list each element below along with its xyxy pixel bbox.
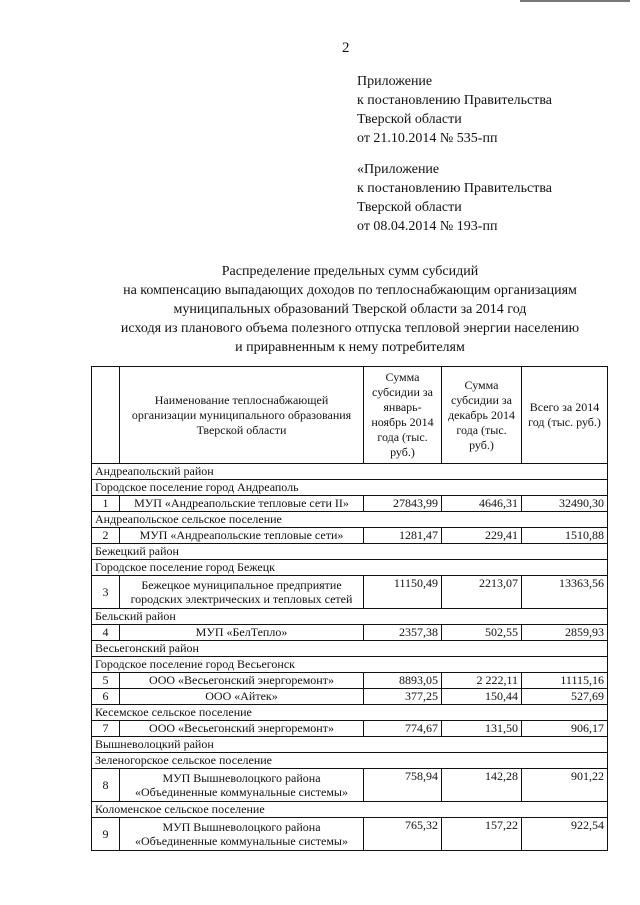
- organization-name: МУП Вышневолоцкого района «Объединенные коммунальные системы»: [120, 769, 364, 802]
- table-row: [92, 496, 608, 512]
- table-row: [92, 528, 608, 544]
- december-amount: 131,50: [442, 721, 522, 737]
- december-amount: 150,44: [442, 689, 522, 705]
- organization-name: ООО «Весьегонский энергоремонт»: [120, 721, 364, 737]
- appendix-line: к постановлению Правительства: [357, 181, 553, 196]
- table-row: [92, 818, 608, 851]
- organization-name: ООО «Весьегонский энергоремонт»: [120, 673, 364, 689]
- total-amount: 2859,93: [522, 625, 608, 641]
- table-section-row: [92, 657, 608, 673]
- table-row: [92, 576, 608, 609]
- header-organization: Наименование теплоснабжающей организации муниципального образования Тверской области: [120, 367, 364, 464]
- section-heading: Вышневолоцкий район: [92, 737, 608, 753]
- table-row: [92, 721, 608, 737]
- table-body: [92, 464, 608, 851]
- section-heading: Бежецкий район: [92, 544, 608, 560]
- table-section-row: [92, 609, 608, 625]
- total-amount: 901,22: [522, 769, 608, 802]
- header-december: Сумма субсидии за декабрь 2014 года (тыс. руб.): [442, 367, 522, 464]
- table-row: [92, 673, 608, 689]
- subsidy-table: [91, 366, 608, 851]
- total-amount: 527,69: [522, 689, 608, 705]
- december-amount: 502,55: [442, 625, 522, 641]
- section-heading: Городское поселение город Андреаполь: [92, 480, 608, 496]
- organization-name: МУП Вышневолоцкого района «Объединенные коммунальные системы»: [120, 818, 364, 851]
- jan-nov-amount: 1281,47: [364, 528, 442, 544]
- total-amount: 906,17: [522, 721, 608, 737]
- december-amount: 2213,07: [442, 576, 522, 609]
- organization-name: Бежецкое муниципальное предприятие городских электрических и тепловых сетей: [120, 576, 364, 609]
- table-section-row: [92, 753, 608, 769]
- row-number: 8: [92, 769, 120, 802]
- total-amount: 11115,16: [522, 673, 608, 689]
- appendix-line: Приложение: [357, 74, 433, 89]
- table-section-row: [92, 480, 608, 496]
- table-section-row: [92, 802, 608, 818]
- row-number: 3: [92, 576, 120, 609]
- section-heading: Городское поселение город Бежецк: [92, 560, 608, 576]
- total-amount: 1510,88: [522, 528, 608, 544]
- row-number: 2: [92, 528, 120, 544]
- december-amount: 4646,31: [442, 496, 522, 512]
- row-number: 1: [92, 496, 120, 512]
- appendix-line: от 08.04.2014 № 193-пп: [357, 219, 498, 234]
- row-number: 4: [92, 625, 120, 641]
- december-amount: 229,41: [442, 528, 522, 544]
- section-heading: Бельский район: [92, 609, 608, 625]
- section-heading: Кесемское сельское поселение: [92, 705, 608, 721]
- title-line: на компенсацию выпадающих доходов по теплоснабжающим организациям: [123, 283, 577, 298]
- jan-nov-amount: 774,67: [364, 721, 442, 737]
- appendix-line: Тверской области: [357, 112, 462, 127]
- december-amount: 157,22: [442, 818, 522, 851]
- total-amount: 32490,30: [522, 496, 608, 512]
- header-number: [92, 367, 120, 464]
- jan-nov-amount: 758,94: [364, 769, 442, 802]
- appendix-current-block: [357, 72, 552, 148]
- section-heading: Андреапольский район: [92, 464, 608, 480]
- jan-nov-amount: 11150,49: [364, 576, 442, 609]
- appendix-line: «Приложение: [357, 162, 440, 177]
- row-number: 6: [92, 689, 120, 705]
- appendix-line: от 21.10.2014 № 535-пп: [357, 131, 498, 146]
- total-amount: 13363,56: [522, 576, 608, 609]
- table-section-row: [92, 464, 608, 480]
- appendix-line: к постановлению Правительства: [357, 93, 553, 108]
- section-heading: Весьегонский район: [92, 641, 608, 657]
- december-amount: 2 222,11: [442, 673, 522, 689]
- table-section-row: [92, 641, 608, 657]
- section-heading: Коломенское сельское поселение: [92, 802, 608, 818]
- table-row: [92, 625, 608, 641]
- page-number: 2: [342, 40, 350, 56]
- table-section-row: [92, 512, 608, 528]
- row-number: 7: [92, 721, 120, 737]
- appendix-line: Тверской области: [357, 200, 462, 215]
- top-edge-rule: [520, 0, 630, 2]
- section-heading: Андреапольское сельское поселение: [92, 512, 608, 528]
- row-number: 9: [92, 818, 120, 851]
- header-total: Всего за 2014 год (тыс. руб.): [522, 367, 608, 464]
- table-row: [92, 769, 608, 802]
- jan-nov-amount: 27843,99: [364, 496, 442, 512]
- organization-name: МУП «Андреапольские тепловые сети II»: [120, 496, 364, 512]
- header-jan-nov: Сумма субсидии за январь-ноябрь 2014 года (тыс. руб.): [364, 367, 442, 464]
- jan-nov-amount: 2357,38: [364, 625, 442, 641]
- title-line: и приравненным к нему потребителям: [235, 340, 465, 355]
- table-section-row: [92, 737, 608, 753]
- table-section-row: [92, 560, 608, 576]
- jan-nov-amount: 8893,05: [364, 673, 442, 689]
- table-section-row: [92, 544, 608, 560]
- table-section-row: [92, 705, 608, 721]
- section-heading: Городское поселение город Весьегонск: [92, 657, 608, 673]
- title-line: исходя из планового объема полезного отпуска тепловой энергии населению: [120, 321, 580, 336]
- december-amount: 142,28: [442, 769, 522, 802]
- section-heading: Зеленогорское сельское поселение: [92, 753, 608, 769]
- organization-name: МУП «БелТепло»: [120, 625, 364, 641]
- row-number: 5: [92, 673, 120, 689]
- document-title: [80, 262, 620, 357]
- title-line: муниципальных образований Тверской области за 2014 год: [173, 302, 527, 317]
- table-header-row: [92, 367, 608, 464]
- table-row: [92, 689, 608, 705]
- total-amount: 922,54: [522, 818, 608, 851]
- jan-nov-amount: 765,32: [364, 818, 442, 851]
- appendix-original-block: [357, 160, 552, 236]
- title-line: Распределение предельных сумм субсидий: [221, 264, 479, 279]
- organization-name: ООО «Айтек»: [120, 689, 364, 705]
- jan-nov-amount: 377,25: [364, 689, 442, 705]
- organization-name: МУП «Андреапольские тепловые сети»: [120, 528, 364, 544]
